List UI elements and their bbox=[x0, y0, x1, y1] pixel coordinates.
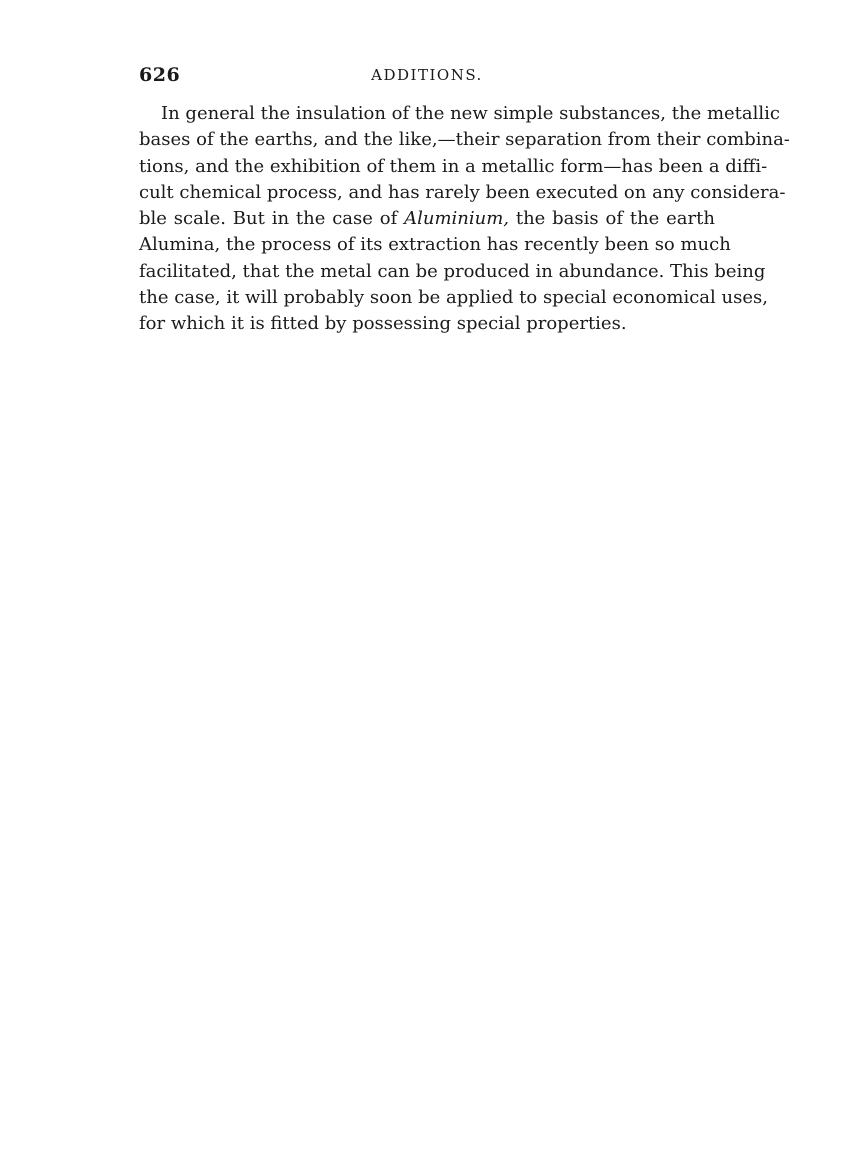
text-line: tions, and the exhibition of them in a metallic form—has been a diffi- bbox=[139, 155, 768, 177]
text-line: bases of the earths, and the like,—their separation from their combina- bbox=[139, 129, 790, 151]
text-segment: ble scale. But in the case of bbox=[139, 208, 398, 230]
text-line: the case, it will probably soon be applied to special economical uses, bbox=[139, 287, 768, 309]
text-line: cult chemical process, and has rarely been executed on any considera- bbox=[139, 181, 786, 203]
body-paragraph bbox=[139, 101, 790, 338]
text-line bbox=[139, 206, 715, 232]
text-line: Alumina, the process of its extraction has recently been so much bbox=[139, 234, 731, 256]
text-segment: the basis of the earth bbox=[515, 208, 715, 230]
text-line: facilitated, that the metal can be produced in abundance. This being bbox=[139, 260, 766, 282]
text-line: for which it is fitted by possessing special properties. bbox=[139, 313, 627, 335]
running-head bbox=[139, 64, 715, 88]
italic-term: Aluminium, bbox=[404, 208, 509, 230]
running-title: ADDITIONS. bbox=[371, 66, 483, 84]
page-number: 626 bbox=[139, 64, 181, 86]
text-line: In general the insulation of the new simple substances, the metallic bbox=[161, 103, 780, 124]
